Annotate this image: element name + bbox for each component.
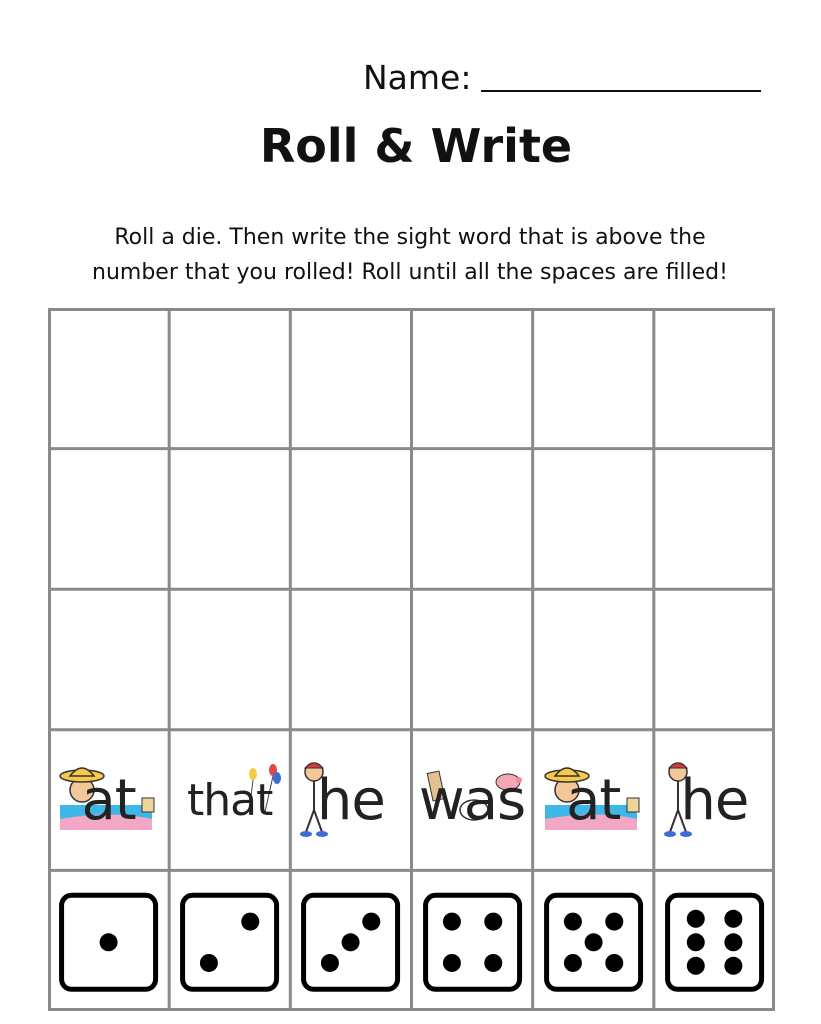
instructions-line-1: Roll a die. Then write the sight word that is above the bbox=[114, 225, 706, 250]
die-1-icon bbox=[48, 870, 169, 1011]
write-cell[interactable] bbox=[290, 308, 411, 449]
write-cell[interactable] bbox=[169, 589, 290, 730]
write-cell[interactable] bbox=[290, 589, 411, 730]
die-pip bbox=[605, 954, 623, 972]
sight-word: he bbox=[316, 767, 385, 833]
word-cell bbox=[169, 730, 290, 871]
die-pip bbox=[241, 913, 259, 931]
instructions bbox=[60, 220, 760, 290]
die-pip bbox=[442, 913, 460, 931]
instructions-line-2: number that you rolled! Roll until all the spaces are filled! bbox=[92, 260, 728, 285]
die-pip bbox=[342, 934, 360, 952]
name-field-row bbox=[363, 58, 761, 98]
die-4-icon bbox=[412, 870, 533, 1011]
die-3-icon bbox=[290, 870, 411, 1011]
die-pip bbox=[564, 954, 582, 972]
write-cell[interactable] bbox=[169, 449, 290, 590]
word-cell bbox=[533, 730, 654, 871]
write-cell[interactable] bbox=[654, 308, 775, 449]
write-cell[interactable] bbox=[169, 308, 290, 449]
sight-word: at bbox=[566, 767, 621, 833]
die-pip bbox=[564, 913, 582, 931]
write-cell[interactable] bbox=[48, 449, 169, 590]
page-title: Roll & Write bbox=[259, 119, 573, 173]
die-pip bbox=[484, 954, 502, 972]
die-face bbox=[667, 896, 761, 990]
write-cell[interactable] bbox=[654, 589, 775, 730]
die-pip bbox=[442, 954, 460, 972]
die-2-icon bbox=[169, 870, 290, 1011]
write-cell[interactable] bbox=[48, 589, 169, 730]
die-pip bbox=[100, 934, 118, 952]
die-pip bbox=[363, 913, 381, 931]
sight-word: that bbox=[187, 774, 273, 826]
die-6-icon bbox=[654, 870, 775, 1011]
name-label: Name: bbox=[363, 58, 472, 97]
die-pip bbox=[484, 913, 502, 931]
die-pip bbox=[605, 913, 623, 931]
die-pip bbox=[724, 910, 742, 928]
die-5-icon bbox=[533, 870, 654, 1011]
write-cell[interactable] bbox=[412, 308, 533, 449]
die-face bbox=[183, 896, 277, 990]
write-cell[interactable] bbox=[412, 449, 533, 590]
die-pip bbox=[724, 957, 742, 975]
die-pip bbox=[584, 934, 602, 952]
die-face bbox=[425, 896, 519, 990]
die-pip bbox=[687, 910, 705, 928]
die-pip bbox=[321, 954, 339, 972]
sight-word: was bbox=[418, 767, 526, 833]
word-cell bbox=[48, 730, 169, 871]
sight-word: he bbox=[680, 767, 749, 833]
write-cell[interactable] bbox=[533, 449, 654, 590]
write-cell[interactable] bbox=[48, 308, 169, 449]
write-cell[interactable] bbox=[654, 449, 775, 590]
die-pip bbox=[687, 934, 705, 952]
die-pip bbox=[687, 957, 705, 975]
roll-write-grid bbox=[48, 308, 775, 1011]
name-write-line[interactable] bbox=[481, 62, 761, 92]
die-pip bbox=[724, 934, 742, 952]
write-cell[interactable] bbox=[412, 589, 533, 730]
word-cell bbox=[290, 730, 411, 871]
write-cell[interactable] bbox=[290, 449, 411, 590]
word-cell bbox=[412, 730, 533, 871]
word-cell bbox=[654, 730, 775, 871]
write-cell[interactable] bbox=[533, 308, 654, 449]
sight-word: at bbox=[81, 767, 136, 833]
write-cell[interactable] bbox=[533, 589, 654, 730]
die-pip bbox=[200, 954, 218, 972]
